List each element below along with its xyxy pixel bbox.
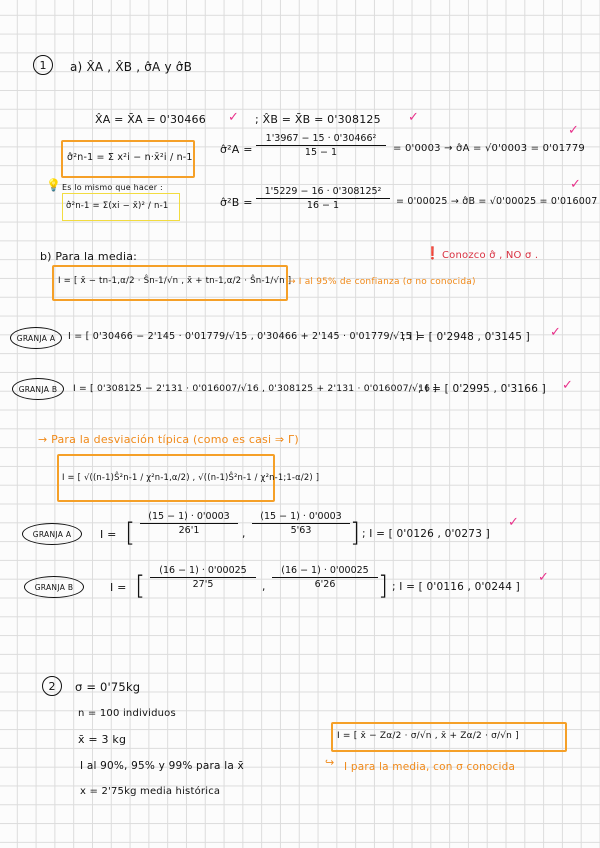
granja-a-std-num-2: (15 − 1) · 0'0003 <box>260 511 342 522</box>
check-icon: ✓ <box>538 570 550 585</box>
part-a-heading: a) X̂A , X̂B , σ̂A y σ̂B <box>70 60 193 74</box>
granja-a-interval-result: ; I = [ 0'2948 , 0'3145 ] <box>402 331 530 343</box>
arrow-icon: ↪ <box>325 756 335 769</box>
granja-b-interval-expr: I = [ 0'308125 − 2'131 · 0'016007/√16 , 0'308125 + 2'131 · 0'016007/√16 ] <box>73 383 438 394</box>
exercise-2-number: 2 <box>42 676 62 696</box>
sigma-a-fraction <box>256 133 386 158</box>
note-heading: Es lo mismo que hacer : <box>62 183 163 192</box>
granja-b-std-den-2: 6'26 <box>314 579 336 590</box>
sample-mean: x̄ = 3 kg <box>78 733 127 746</box>
ci-mean-formula: I = [ x̄ − tn-1,α/2 · Ŝn-1/√n , x̄ + tn-1,α/2 · Ŝn-1/√n ] <box>58 276 292 286</box>
sigma-a-result: = 0'0003 → σ̂A = √0'0003 = 0'01779 <box>393 143 585 154</box>
comma: , <box>242 528 246 540</box>
granja-a-std-frac-1 <box>140 511 238 536</box>
comma: , <box>262 581 266 593</box>
known-sigma-note: Conozco σ̂ , NO σ . <box>442 250 539 261</box>
lightbulb-icon: 💡 <box>46 178 62 192</box>
open-bracket: [ <box>135 571 146 601</box>
granja-b-std-den-1: 27'5 <box>192 579 214 590</box>
sigma-b-fraction <box>256 186 390 211</box>
check-icon: ✓ <box>562 378 574 393</box>
sigma-b-result: = 0'00025 → σ̂B = √0'00025 = 0'016007 <box>396 196 598 207</box>
granja-a-std-den-2: 5'63 <box>290 525 312 536</box>
xa-estimate: X̂A = X̄A = 0'30466 <box>95 113 206 126</box>
sigma-a-denominator: 15 − 1 <box>304 147 338 158</box>
open-bracket: [ <box>125 518 136 548</box>
exercise-1-number: 1 <box>33 55 53 75</box>
granja-b-std-frac-1 <box>150 565 256 590</box>
granja-a-std-result: ; I = [ 0'0126 , 0'0273 ] <box>362 528 490 540</box>
sigma-b-lhs: σ̂²B = <box>220 196 253 209</box>
ci-known-sigma-formula: I = [ x̄ − Zα/2 · σ/√n , x̄ + Zα/2 · σ/√n ] <box>337 731 519 741</box>
part-b-heading: b) Para la media: <box>40 250 138 263</box>
granja-b-std-label: GRANJA B <box>24 576 84 598</box>
xb-estimate: ; X̂B = X̄B = 0'308125 <box>255 113 381 126</box>
granja-a-std-label: GRANJA A <box>22 523 82 545</box>
granja-b-std-num-2: (16 − 1) · 0'00025 <box>281 565 369 576</box>
check-icon: ✓ <box>228 110 240 125</box>
granja-a-std-den-1: 26'1 <box>178 525 200 536</box>
i-equals: I = <box>110 581 127 594</box>
i-equals: I = <box>100 528 117 541</box>
granja-b-interval-result: ; I = [ 0'2995 , 0'3166 ] <box>418 383 546 395</box>
close-bracket: ] <box>350 518 361 548</box>
granja-a-std-num-1: (15 − 1) · 0'0003 <box>148 511 230 522</box>
check-icon: ✓ <box>568 123 580 138</box>
granja-b-std-result: ; I = [ 0'0116 , 0'0244 ] <box>392 581 520 593</box>
close-bracket: ] <box>378 571 389 601</box>
granja-b-std-frac-2 <box>272 565 378 590</box>
check-icon: ✓ <box>550 325 562 340</box>
sigma-b-denominator: 16 − 1 <box>306 200 340 211</box>
granja-a-std-frac-2 <box>252 511 350 536</box>
sample-size: n = 100 individuos <box>78 708 176 719</box>
granja-b-std-num-1: (16 − 1) · 0'00025 <box>159 565 247 576</box>
intervals-request: I al 90%, 95% y 99% para la x̄ <box>80 760 244 772</box>
ci-std-formula: I = [ √((n-1)Ŝ²n-1 / χ²n-1,α/2) , √((n-1)Ŝ²n-1 / χ²n-1;1-α/2) ] <box>62 472 320 482</box>
note-formula: σ̂²n-1 = Σ(xi − x̄)² / n-1 <box>66 201 169 211</box>
sigma-a-numerator: 1'3967 − 15 · 0'30466² <box>265 133 377 144</box>
sigma-given: σ = 0'75kg <box>75 680 141 694</box>
check-icon: ✓ <box>408 110 420 125</box>
granja-a-label: GRANJA A <box>10 327 62 349</box>
granja-a-interval-expr: I = [ 0'30466 − 2'145 · 0'01779/√15 , 0'30466 + 2'145 · 0'01779/√15 ] <box>68 331 419 342</box>
ci-mean-note: → I al 95% de confianza (σ no conocida) <box>288 277 476 287</box>
historic-mean: x = 2'75kg media histórica <box>80 786 221 797</box>
ci-known-sigma-note: I para la media, con σ conocida <box>344 761 516 773</box>
sigma-b-numerator: 1'5229 − 16 · 0'308125² <box>264 186 382 197</box>
check-icon: ✓ <box>570 177 582 192</box>
std-dev-heading: → Para la desviación típica (como es casi ⇒ Γ) <box>38 433 299 446</box>
variance-formula: σ̂²n-1 = Σ x²i − n·x̄²i / n-1 <box>67 152 193 163</box>
check-icon: ✓ <box>508 515 520 530</box>
alert-icon: ❗ <box>425 246 441 260</box>
granja-b-label: GRANJA B <box>12 378 64 400</box>
sigma-a-lhs: σ̂²A = <box>220 143 253 156</box>
